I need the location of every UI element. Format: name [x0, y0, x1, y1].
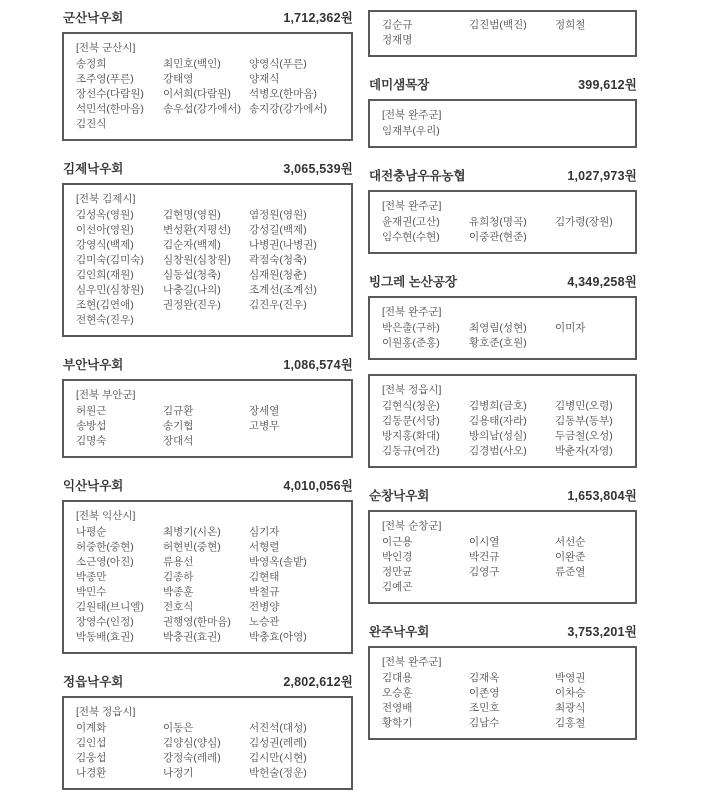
member-row	[382, 18, 629, 33]
member-row	[76, 600, 345, 615]
region-label: [전북 부안군]	[76, 389, 136, 401]
member-name: 김재옥	[469, 672, 500, 684]
member-name: 박영옥(솔밭)	[249, 556, 307, 568]
member-name: 이선아(영원)	[76, 224, 134, 236]
member-name: 정재명	[382, 34, 413, 46]
member-name: 나병권(나병권)	[249, 239, 317, 251]
member-name: 방지홍(화대)	[382, 430, 440, 442]
member-row	[76, 721, 345, 736]
member-name: 박동배(효권)	[76, 631, 134, 643]
section-amount: 399,612원	[578, 78, 637, 92]
member-name: 권정완(진우)	[163, 299, 221, 311]
member-name: 장영수(인정)	[76, 616, 134, 628]
section-header	[368, 168, 637, 184]
member-name: 김순규	[382, 19, 413, 31]
member-row	[76, 102, 345, 117]
member-name	[469, 124, 555, 139]
member-name: 석민석(한마음)	[76, 103, 144, 115]
member-row	[76, 72, 345, 87]
member-name: 이시열	[469, 536, 500, 548]
member-name: 송지강(강가에서)	[249, 103, 327, 115]
member-name: 방의남(성실)	[469, 430, 527, 442]
member-name: 박철규	[249, 586, 280, 598]
member-row	[76, 268, 345, 283]
member-name: 장대석	[163, 435, 194, 447]
section-header	[62, 10, 353, 26]
member-name: 허중한(중현)	[76, 541, 134, 553]
member-name: 전현숙(진우)	[76, 314, 134, 326]
member-row	[76, 253, 345, 268]
section-continuation	[368, 10, 637, 57]
member-name: 김현명(영원)	[163, 209, 221, 221]
member-name: 황학기	[382, 717, 413, 729]
member-name: 변성환(지평선)	[163, 224, 231, 236]
member-name: 석병오(한마음)	[249, 88, 317, 100]
member-name: 임재부(우리)	[382, 125, 440, 137]
region-label: [전북 군산시]	[76, 42, 136, 54]
member-name: 김영구	[469, 566, 500, 578]
member-name: 박민수	[76, 586, 107, 598]
member-row	[76, 313, 345, 328]
member-name: 임수현(수현)	[382, 231, 440, 243]
member-name: 김동부(동부)	[555, 415, 613, 427]
member-row	[76, 555, 345, 570]
section	[368, 624, 637, 740]
section-header	[62, 357, 353, 373]
member-row	[382, 550, 629, 565]
member-name: 김성옥(영원)	[76, 209, 134, 221]
member-name: 김병민(오령)	[555, 400, 613, 412]
section	[62, 161, 353, 337]
section	[368, 168, 637, 254]
member-name: 정만균	[382, 566, 413, 578]
member-row	[76, 751, 345, 766]
member-name: 김병희(금호)	[469, 400, 527, 412]
member-name: 김미숙(김미숙)	[76, 254, 144, 266]
member-row	[382, 716, 629, 731]
member-name: 강정숙(레레)	[163, 752, 221, 764]
member-name	[555, 33, 629, 48]
region-label: [전북 김제시]	[76, 193, 136, 205]
member-name	[555, 124, 629, 139]
member-name: 유희청(명곡)	[469, 216, 527, 228]
member-name: 강영식(백제)	[76, 239, 134, 251]
member-row	[76, 87, 345, 102]
member-name: 이존영	[469, 687, 500, 699]
member-name: 이동은	[163, 722, 194, 734]
member-name: 심기자	[249, 526, 280, 538]
member-name: 최민호(백인)	[163, 58, 221, 70]
member-name: 심동섭(청축)	[163, 269, 221, 281]
member-box	[62, 500, 353, 654]
section-amount: 4,349,258원	[567, 275, 637, 289]
section-title: 김제낙우회	[63, 162, 124, 176]
section-title: 익산낙우회	[63, 479, 124, 493]
section	[368, 77, 637, 148]
section-title: 완주낙우회	[369, 625, 430, 639]
member-name: 김진식	[76, 118, 107, 130]
member-name	[249, 313, 345, 328]
member-name: 박건규	[469, 551, 500, 563]
member-row	[382, 671, 629, 686]
member-name: 노승관	[249, 616, 280, 628]
member-row	[76, 766, 345, 781]
section-header	[62, 478, 353, 494]
member-row	[76, 630, 345, 645]
member-name: 심창원(심창원)	[163, 254, 231, 266]
member-name: 황호준(호원)	[469, 337, 527, 349]
member-name: 김진우(진우)	[249, 299, 307, 311]
member-name: 장세열	[249, 405, 280, 417]
member-row	[76, 57, 345, 72]
member-row	[76, 283, 345, 298]
member-name: 김대용	[382, 672, 413, 684]
member-name: 이서희(다람원)	[163, 88, 231, 100]
member-name: 김인희(재원)	[76, 269, 134, 281]
section	[62, 478, 353, 654]
member-name: 김남수	[469, 717, 500, 729]
member-name: 양재식	[249, 73, 280, 85]
member-name: 박은출(구하)	[382, 322, 440, 334]
member-name: 류용선	[163, 556, 194, 568]
member-name: 김종하	[163, 571, 194, 583]
member-name: 전영배	[382, 702, 413, 714]
member-name: 최영림(성현)	[469, 322, 527, 334]
member-row	[76, 208, 345, 223]
member-row	[76, 223, 345, 238]
member-name: 송정희	[76, 58, 107, 70]
member-name: 김현식(청운)	[382, 400, 440, 412]
section-amount: 3,065,539원	[283, 162, 353, 176]
member-row	[76, 238, 345, 253]
member-row	[382, 429, 629, 444]
section-amount: 2,802,612원	[283, 675, 353, 689]
member-name: 곽점숙(청축)	[249, 254, 307, 266]
member-name: 김인섭	[76, 737, 107, 749]
member-name: 이완준	[555, 551, 586, 563]
member-name: 김양심(양심)	[163, 737, 221, 749]
member-row	[76, 434, 345, 449]
member-name: 박춘자(자영)	[555, 445, 613, 457]
region-label: [전북 정읍시]	[76, 706, 136, 718]
member-row	[382, 321, 629, 336]
member-name: 박헌술(정운)	[249, 767, 307, 779]
member-name	[469, 580, 555, 595]
member-name: 김용태(자라)	[469, 415, 527, 427]
member-name: 최광식	[555, 702, 586, 714]
member-name: 이미자	[555, 322, 586, 334]
member-box	[62, 696, 353, 790]
member-name: 강성길(백제)	[249, 224, 307, 236]
member-name: 고병무	[249, 420, 280, 432]
member-name: 장선수(다람원)	[76, 88, 144, 100]
region-label: [전북 완주군]	[382, 109, 442, 121]
section-amount: 1,653,804원	[567, 489, 637, 503]
member-name: 김순자(백제)	[163, 239, 221, 251]
member-name: 김웅섭	[76, 752, 107, 764]
section-header	[368, 624, 637, 640]
member-name: 김동규(여간)	[382, 445, 440, 457]
region-label: [전북 완주군]	[382, 306, 442, 318]
member-row	[382, 33, 629, 48]
section-amount: 1,712,362원	[283, 11, 353, 25]
member-name: 이원홍(준홍)	[382, 337, 440, 349]
member-name	[555, 580, 629, 595]
member-row	[76, 615, 345, 630]
section-header	[368, 77, 637, 93]
member-name	[163, 117, 249, 132]
region-label: [전북 완주군]	[382, 200, 442, 212]
member-row	[382, 215, 629, 230]
region-label: [전북 익산시]	[76, 510, 136, 522]
member-name: 이중관(현준)	[469, 231, 527, 243]
member-name	[249, 434, 345, 449]
member-name: 서선순	[555, 536, 586, 548]
member-name: 김시만(시현)	[249, 752, 307, 764]
member-name: 송방섭	[76, 420, 107, 432]
member-name: 양영식(푸른)	[249, 58, 307, 70]
member-name: 나충길(나의)	[163, 284, 221, 296]
member-name: 조주영(푸른)	[76, 73, 134, 85]
member-name: 이차승	[555, 687, 586, 699]
section-title: 빙그레 논산공장	[369, 275, 457, 289]
member-name: 김현태	[249, 571, 280, 583]
member-row	[76, 404, 345, 419]
member-row	[382, 414, 629, 429]
member-row	[382, 535, 629, 550]
member-row	[382, 686, 629, 701]
member-name: 김동문(서당)	[382, 415, 440, 427]
member-name: 류준열	[555, 566, 586, 578]
section-header	[368, 488, 637, 504]
member-name: 나정기	[163, 767, 194, 779]
member-row	[76, 419, 345, 434]
section-header	[62, 161, 353, 177]
member-name: 심우민(심창원)	[76, 284, 144, 296]
member-name: 두금철(오성)	[555, 430, 613, 442]
member-row	[76, 570, 345, 585]
member-row	[382, 580, 629, 595]
member-row	[382, 230, 629, 245]
member-row	[76, 117, 345, 132]
section	[62, 357, 353, 458]
section-title: 부안낙우회	[63, 358, 124, 372]
region-label: [전북 순창군]	[382, 520, 442, 532]
member-name: 서형렬	[249, 541, 280, 553]
member-name: 정희철	[555, 19, 586, 31]
section-title: 순창낙우회	[369, 489, 430, 503]
member-name	[163, 313, 249, 328]
member-name	[555, 230, 629, 245]
member-name: 허현빈(중현)	[163, 541, 221, 553]
member-box	[368, 510, 637, 604]
member-row	[382, 336, 629, 351]
section	[368, 488, 637, 604]
member-box	[62, 32, 353, 141]
member-name: 최병기(시온)	[163, 526, 221, 538]
member-name: 오승훈	[382, 687, 413, 699]
member-row	[382, 399, 629, 414]
member-box	[368, 646, 637, 740]
member-name: 박종만	[76, 571, 107, 583]
section-title: 대전충남우유농협	[369, 169, 466, 183]
member-name: 김가령(장원)	[555, 216, 613, 228]
member-name: 송우섭(강가에서)	[163, 103, 241, 115]
member-box	[368, 10, 637, 57]
member-name: 이계화	[76, 722, 107, 734]
member-name: 박영권	[555, 672, 586, 684]
member-row	[76, 585, 345, 600]
section-header	[62, 674, 353, 690]
member-name: 조계선(조계선)	[249, 284, 317, 296]
section-amount: 1,086,574원	[283, 358, 353, 372]
region-label: [전북 완주군]	[382, 656, 442, 668]
member-box	[368, 296, 637, 360]
member-name: 나경환	[76, 767, 107, 779]
member-name: 김홍철	[555, 717, 586, 729]
member-name: 윤재권(고산)	[382, 216, 440, 228]
member-name: 염정원(영원)	[249, 209, 307, 221]
member-name: 박종훈	[163, 586, 194, 598]
member-name: 강태영	[163, 73, 194, 85]
member-name: 조민호	[469, 702, 500, 714]
section-title: 군산낙우회	[63, 11, 124, 25]
member-row	[382, 124, 629, 139]
member-name: 김경범(사오)	[469, 445, 527, 457]
section	[62, 674, 353, 790]
member-row	[76, 298, 345, 313]
section-amount: 3,753,201원	[567, 625, 637, 639]
member-name: 이근용	[382, 536, 413, 548]
column-left	[62, 10, 353, 790]
member-box	[368, 374, 637, 468]
member-name: 전병양	[249, 601, 280, 613]
member-row	[76, 525, 345, 540]
member-name: 박충효(아영)	[249, 631, 307, 643]
member-name: 김규환	[163, 405, 194, 417]
member-name: 김명숙	[76, 435, 107, 447]
section-title: 정읍낙우회	[63, 675, 124, 689]
member-name: 송기협	[163, 420, 194, 432]
column-right	[368, 10, 637, 740]
member-name: 허원근	[76, 405, 107, 417]
section	[368, 274, 637, 468]
member-name: 김원태(브니엘)	[76, 601, 144, 613]
region-label: [전북 정읍시]	[382, 384, 442, 396]
member-name: 심재원(청춘)	[249, 269, 307, 281]
member-name: 김예곤	[382, 581, 413, 593]
section	[62, 10, 353, 141]
member-name: 나평순	[76, 526, 107, 538]
member-name	[555, 336, 629, 351]
member-box	[62, 183, 353, 337]
section-header	[368, 274, 637, 290]
member-box	[368, 190, 637, 254]
member-name	[469, 33, 555, 48]
member-row	[382, 565, 629, 580]
member-name: 박충권(효권)	[163, 631, 221, 643]
member-name: 권행영(한마음)	[163, 616, 231, 628]
member-name: 소근영(아진)	[76, 556, 134, 568]
member-row	[382, 701, 629, 716]
member-name: 전호식	[163, 601, 194, 613]
member-box	[62, 379, 353, 458]
member-row	[76, 540, 345, 555]
member-box	[368, 99, 637, 148]
member-name: 서진석(대성)	[249, 722, 307, 734]
member-row	[76, 736, 345, 751]
section-amount: 4,010,056원	[283, 479, 353, 493]
section-title: 데미샘목장	[369, 78, 430, 92]
section-amount: 1,027,973원	[567, 169, 637, 183]
member-name: 박인경	[382, 551, 413, 563]
member-name: 김진범(백진)	[469, 19, 527, 31]
member-row	[382, 444, 629, 459]
member-name: 조현(김연애)	[76, 299, 134, 311]
member-name: 김성권(레레)	[249, 737, 307, 749]
member-name	[249, 117, 345, 132]
